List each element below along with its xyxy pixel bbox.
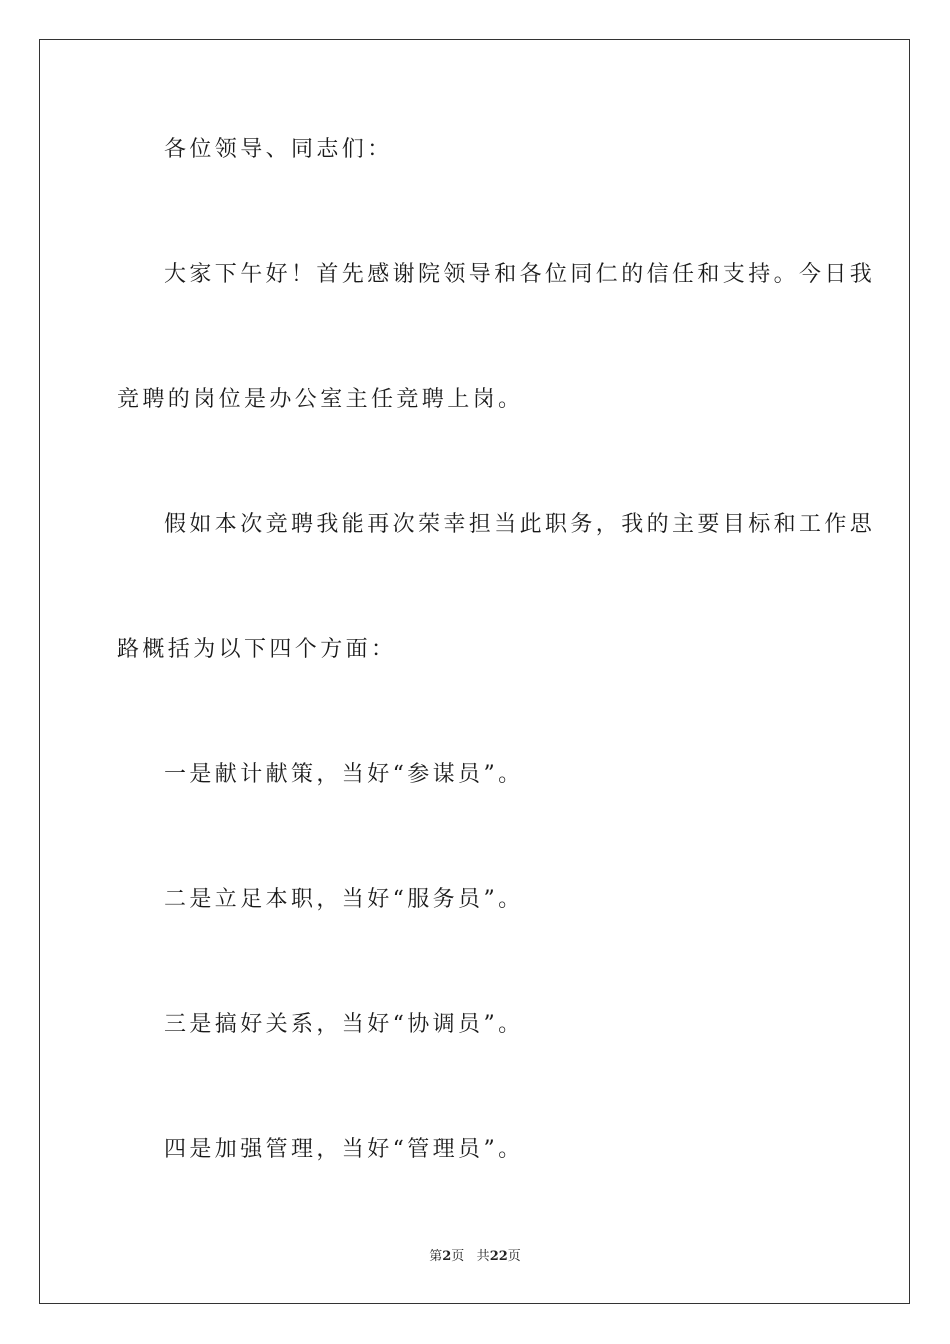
paragraph-line: 假如本次竞聘我能再次荣幸担当此职务，我的主要目标和工作思 xyxy=(164,512,876,537)
list-item: 三是搞好关系，当好“协调员”。 xyxy=(164,1012,524,1037)
salutation: 各位领导、同志们： xyxy=(164,137,393,162)
page-frame xyxy=(39,39,910,1304)
total-suffix: 页 xyxy=(507,1249,521,1264)
paragraph-line: 路概括为以下四个方面： xyxy=(117,637,397,662)
total-pages: 22 xyxy=(489,1249,508,1264)
total-prefix: 共 xyxy=(476,1249,490,1264)
paragraph-line: 大家下午好！首先感谢院领导和各位同仁的信任和支持。今日我 xyxy=(164,262,876,287)
list-item: 一是献计献策，当好“参谋员”。 xyxy=(164,762,524,787)
paragraph-line: 竞聘的岗位是办公室主任竞聘上岗。 xyxy=(117,387,524,412)
page-suffix: 页 xyxy=(451,1249,465,1264)
page-number: 2 xyxy=(442,1249,452,1264)
page-prefix: 第 xyxy=(429,1249,443,1264)
list-item: 二是立足本职，当好“服务员”。 xyxy=(164,887,524,912)
list-item: 四是加强管理，当好“管理员”。 xyxy=(164,1137,524,1162)
page-footer xyxy=(0,1248,950,1266)
